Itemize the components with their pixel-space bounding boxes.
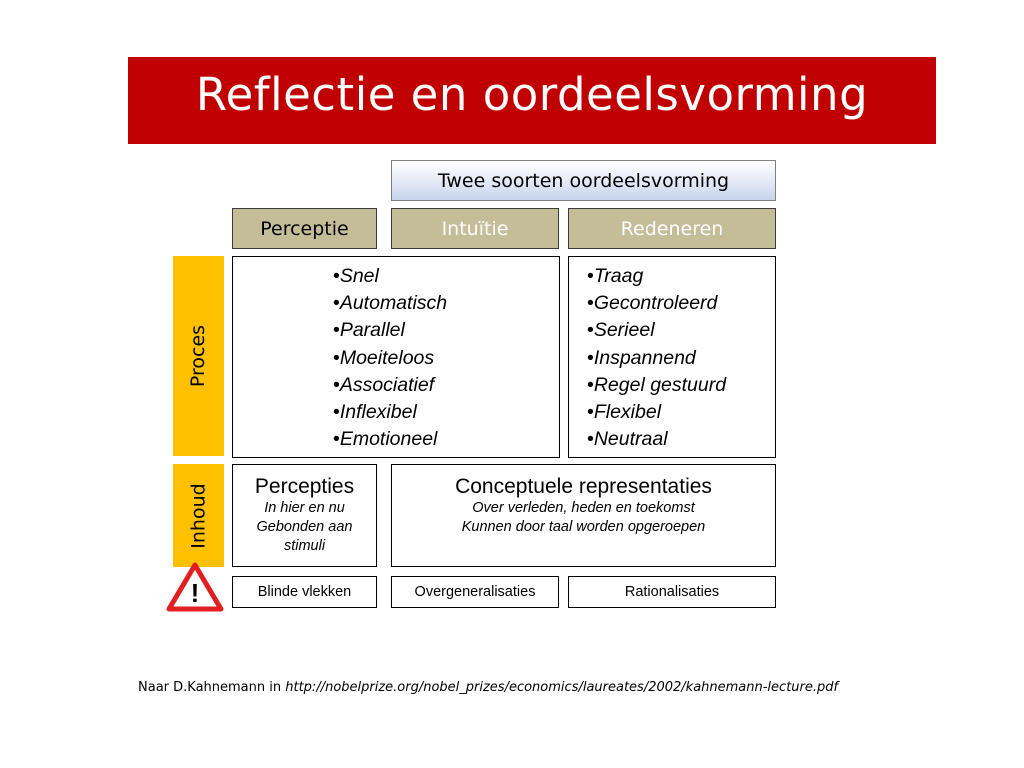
percepties-line: In hier en nu <box>264 500 345 516</box>
redeneren-trait-item <box>587 399 726 426</box>
redeneren-trait-item <box>587 263 726 290</box>
row-label-inhoud <box>173 464 224 567</box>
warning-triangle-icon <box>166 562 224 612</box>
bullet-dot: • <box>333 346 340 369</box>
column-perceptie: Perceptie <box>232 208 377 249</box>
redeneren-trait-text: Flexibel <box>593 401 662 424</box>
redeneren-trait-text: Inspannend <box>593 346 696 369</box>
footer-link[interactable]: http://nobelprize.org/nobel_prizes/economics/laureates/2002/kahnemann-lecture.pdf <box>285 680 839 695</box>
conceptueel-line: Kunnen door taal worden opgeroepen <box>461 519 706 535</box>
redeneren-trait-text: Neutraal <box>593 428 668 451</box>
bullet-dot: • <box>333 292 340 315</box>
percepties-line: stimuli <box>283 538 326 554</box>
intuitie-trait-item <box>333 317 447 344</box>
bias-overgeneralisaties: Overgeneralisaties <box>391 576 559 608</box>
redeneren-trait-item <box>587 345 726 372</box>
bullet-dot: • <box>587 428 594 451</box>
percepties-title: Percepties <box>254 475 355 498</box>
intuitie-trait-item <box>333 399 447 426</box>
title-bar <box>128 57 936 144</box>
intuitie-trait-text: Associatief <box>339 373 435 396</box>
intuitie-trait-item <box>333 372 447 399</box>
proces-redeneren-cell <box>568 256 776 458</box>
bullet-dot: • <box>333 265 340 287</box>
bullet-dot: • <box>587 373 594 396</box>
intuitie-trait-text: Automatisch <box>339 292 448 315</box>
bullet-dot: • <box>333 373 340 396</box>
intuitie-trait-item <box>333 426 447 453</box>
bullet-dot: • <box>587 346 594 369</box>
redeneren-trait-list <box>587 263 726 453</box>
intuitie-trait-item <box>333 263 447 290</box>
inhoud-percepties-cell <box>232 464 377 567</box>
intuitie-trait-text: Snel <box>339 265 379 287</box>
conceptueel-title: Conceptuele representaties <box>455 475 712 498</box>
percepties-line: Gebonden aan <box>256 519 353 535</box>
intuitie-trait-text: Inflexibel <box>339 401 417 424</box>
redeneren-trait-item <box>587 426 726 453</box>
bullet-dot: • <box>333 319 340 342</box>
redeneren-trait-text: Gecontroleerd <box>593 292 718 315</box>
bullet-dot: • <box>333 428 340 451</box>
footer-prefix: Naar D.Kahnemann in <box>138 680 286 695</box>
redeneren-trait-item <box>587 372 726 399</box>
row-label-inhoud-text: Inhoud <box>187 482 210 549</box>
redeneren-trait-text: Serieel <box>593 319 655 342</box>
conceptueel-line: Over verleden, heden en toekomst <box>472 500 695 516</box>
intuitie-trait-item <box>333 290 447 317</box>
bias-blinde-vlekken: Blinde vlekken <box>232 576 377 608</box>
redeneren-trait-text: Traag <box>593 265 644 287</box>
intuitie-trait-item <box>333 345 447 372</box>
intuitie-trait-text: Parallel <box>339 319 405 342</box>
row-label-proces-text: Proces <box>187 324 210 388</box>
intuitie-trait-text: Moeiteloos <box>339 346 435 369</box>
intuitie-trait-text: Emotioneel <box>339 428 438 451</box>
redeneren-trait-item <box>587 317 726 344</box>
redeneren-trait-item <box>587 290 726 317</box>
bias-rationalisaties: Rationalisaties <box>568 576 776 608</box>
column-intuitie: Intuïtie <box>391 208 559 249</box>
redeneren-trait-text: Regel gestuurd <box>593 373 727 396</box>
warning-symbol: ! <box>190 578 200 608</box>
inhoud-conceptueel-cell <box>391 464 776 567</box>
column-redeneren: Redeneren <box>568 208 776 249</box>
proces-intuitie-cell <box>232 256 560 458</box>
slide-title: Reflectie en oordeelsvorming <box>195 68 869 121</box>
bullet-dot: • <box>587 319 594 342</box>
row-label-proces <box>173 256 224 456</box>
bullet-dot: • <box>587 292 594 315</box>
source-footer <box>138 680 838 695</box>
bullet-dot: • <box>587 401 594 424</box>
bullet-dot: • <box>333 401 340 424</box>
diagram-header: Twee soorten oordeelsvorming <box>391 160 776 201</box>
bullet-dot: • <box>587 265 594 287</box>
intuitie-trait-list <box>333 263 447 453</box>
